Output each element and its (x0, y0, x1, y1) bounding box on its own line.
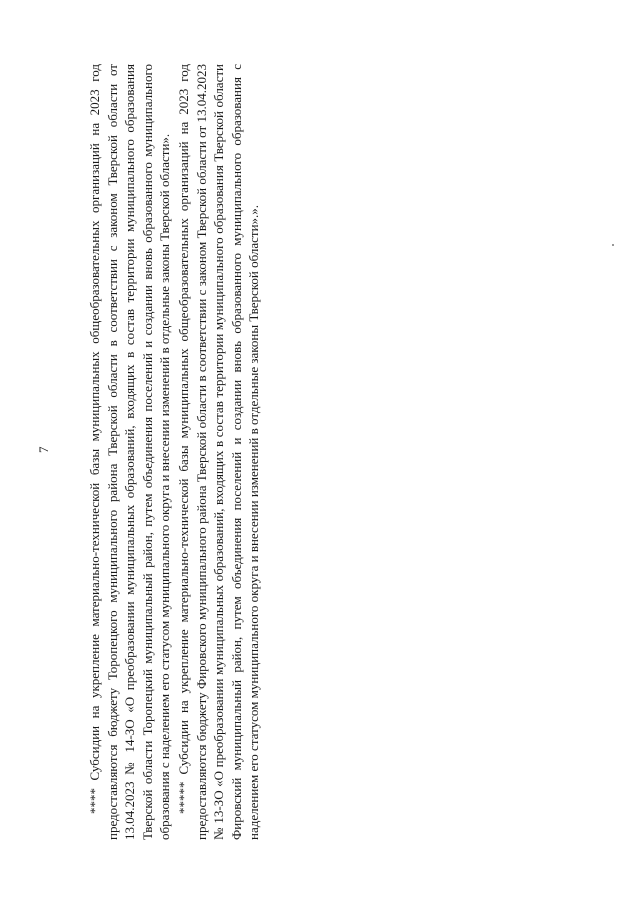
page-number: 7 (36, 446, 51, 453)
footnote-firov: ***** Субсидии на укрепление материально-технической базы муниципальных общеобразовательных организаций на 2023 год предоставляются бюджету Фировского муниципального района Тверской области в соответствии с законом Тверской области от 13.04.2023 № 13-ЗО «О преобразовании муниципальных образований, входящих в состав территории муниципального образования Тверской области Фировский муниципальный район, путем объединения поселений и создании вновь образованного муниципального образования с наделением его статусом муниципального округа и внесении изменений в отдельные законы Тверской области».». (175, 64, 262, 840)
footnote-torop: **** Субсидии на укрепление материально-технической базы муниципальных общеобразовательных организаций на 2023 год предоставляются бюджету Торопецкого муниципального района Тверской области в соответствии с законом Тверской области от 13.04.2023 № 14-ЗО «О преобразовании муниципальных образований, входящих в состав территории муниципального образования Тверской области Торопецкий муниципальный район, путем объединения поселений и создании вновь образованного муниципального образования с наделением его статусом муниципального округа и внесении изменений в отдельные законы Тверской области». (87, 64, 173, 840)
footnotes-block (86, 64, 263, 840)
scan-speck (612, 244, 614, 246)
